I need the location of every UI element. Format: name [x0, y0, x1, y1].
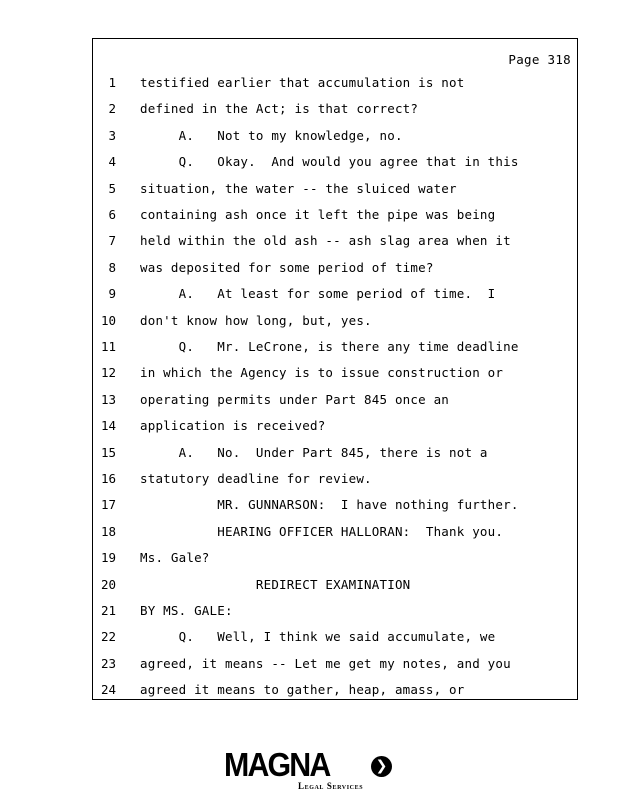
- line-number: 1: [108, 75, 116, 90]
- logo-subtitle: Legal Services: [298, 781, 364, 791]
- line-number: 20: [100, 576, 116, 592]
- line-text: agreed it means to gather, heap, amass, or: [140, 682, 465, 698]
- line-number: 10: [100, 312, 116, 328]
- line-text: statutory deadline for review.: [140, 471, 372, 486]
- line-number: 7: [108, 233, 116, 249]
- line-number: 19: [100, 550, 116, 566]
- transcript-line: [93, 416, 577, 436]
- transcript-page: [92, 38, 578, 700]
- transcript-line: [93, 179, 577, 199]
- line-text: A. At least for some period of time. I: [140, 286, 496, 302]
- line-text: don't know how long, but, yes.: [140, 312, 372, 328]
- transcript-line: [93, 337, 577, 357]
- transcript-line: [93, 575, 577, 595]
- line-number: 12: [100, 365, 116, 381]
- line-number: 6: [108, 207, 116, 222]
- line-text: Q. Okay. And would you agree that in this: [140, 154, 519, 170]
- line-number: 23: [100, 655, 116, 671]
- line-number: 4: [108, 154, 116, 170]
- transcript-line: [93, 152, 577, 172]
- page-number: Page 318: [508, 52, 571, 67]
- line-text: application is received?: [140, 418, 326, 434]
- line-number: 14: [100, 418, 116, 434]
- line-text: agreed, it means -- Let me get my notes, and you: [140, 655, 511, 671]
- transcript-line: [93, 99, 577, 119]
- line-text: in which the Agency is to issue construction or: [140, 365, 504, 381]
- transcript-line: [93, 311, 577, 331]
- line-number: 8: [108, 259, 116, 275]
- line-text: was deposited for some period of time?: [140, 259, 434, 275]
- transcript-line: [93, 680, 577, 700]
- line-text: containing ash once it left the pipe was being: [140, 207, 496, 222]
- line-text: Q. Well, I think we said accumulate, we: [140, 629, 496, 645]
- arrow-circle-icon: ❯: [371, 756, 392, 777]
- line-text: BY MS. GALE:: [140, 603, 233, 618]
- transcript-line: [93, 548, 577, 568]
- line-number: 21: [100, 603, 116, 618]
- logo-wordmark: MAGNA: [224, 746, 330, 783]
- line-text: MR. GUNNARSON: I have nothing further.: [140, 497, 519, 513]
- line-number: 9: [108, 286, 116, 302]
- line-number: 18: [100, 523, 116, 539]
- line-text: A. Not to my knowledge, no.: [140, 127, 403, 143]
- line-number: 17: [100, 497, 116, 513]
- transcript-line: [93, 627, 577, 647]
- line-text: Ms. Gale?: [140, 550, 210, 566]
- transcript-line: [93, 654, 577, 674]
- line-number: 11: [100, 339, 116, 354]
- line-number: 24: [100, 682, 116, 698]
- transcript-line: [93, 363, 577, 383]
- line-text: A. No. Under Part 845, there is not a: [140, 444, 488, 460]
- transcript-line: [93, 284, 577, 304]
- line-text: testified earlier that accumulation is not: [140, 75, 465, 90]
- transcript-line: [93, 205, 577, 225]
- line-number: 2: [108, 101, 116, 117]
- line-number: 15: [100, 444, 116, 460]
- line-number: 3: [108, 127, 116, 143]
- transcript-line: [93, 73, 577, 93]
- transcript-line: [93, 443, 577, 463]
- line-text: operating permits under Part 845 once an: [140, 391, 450, 407]
- transcript-line: [93, 390, 577, 410]
- transcript-line: [93, 522, 577, 542]
- transcript-line: [93, 469, 577, 489]
- transcript-line: [93, 495, 577, 515]
- line-text: situation, the water -- the sluiced water: [140, 180, 457, 196]
- line-text: held within the old ash -- ash slag area when it: [140, 233, 511, 249]
- transcript-line: [93, 258, 577, 278]
- line-number: 22: [100, 629, 116, 645]
- line-text: defined in the Act; is that correct?: [140, 101, 419, 117]
- line-number: 5: [108, 180, 116, 196]
- magna-logo: [224, 748, 396, 792]
- transcript-line: [93, 231, 577, 251]
- line-text: Q. Mr. LeCrone, is there any time deadline: [140, 339, 519, 354]
- transcript-line: [93, 126, 577, 146]
- line-text: HEARING OFFICER HALLORAN: Thank you.: [140, 523, 504, 539]
- transcript-line: [93, 601, 577, 621]
- line-number: 13: [100, 391, 116, 407]
- line-number: 16: [100, 471, 116, 486]
- line-text: REDIRECT EXAMINATION: [140, 576, 411, 592]
